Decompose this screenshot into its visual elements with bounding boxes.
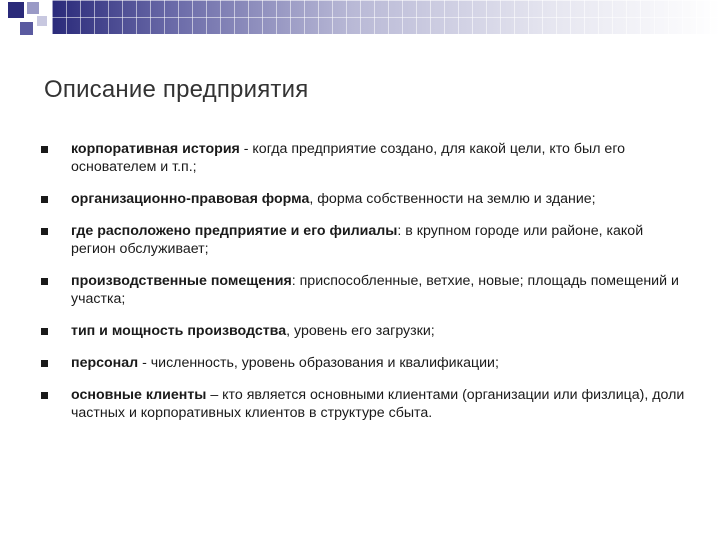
item-description: : приспособленные, ветхие, новые; площадь помещений и участка;	[71, 273, 679, 307]
item-description: , уровень его загрузки;	[286, 323, 435, 339]
item-description: - когда предприятие создано, для какой цели, кто был его основателем и т.п.;	[71, 141, 626, 175]
header-decoration	[0, 0, 720, 50]
list-item	[40, 222, 690, 258]
slide-title: Описание предприятия	[44, 76, 309, 103]
square-bullet-icon	[41, 392, 48, 399]
square-bullet-icon	[41, 228, 48, 235]
list-item	[40, 386, 690, 422]
item-description: - численность, уровень образования и квалификации;	[138, 355, 499, 371]
deco-square-large	[8, 2, 24, 18]
list-item	[40, 190, 690, 208]
item-description: : в крупном городе или районе, какой регион обслуживает;	[71, 223, 644, 257]
item-term: корпоративная история	[71, 141, 240, 157]
deco-square-mid	[20, 22, 33, 35]
list-item	[40, 354, 690, 372]
item-description: , форма собственности на землю и здание;	[309, 191, 596, 207]
item-term: основные клиенты	[71, 387, 207, 403]
item-term: тип и мощность производства	[71, 323, 287, 339]
item-description: – кто является основными клиентами (организации или физлица), доли частных и корпоративных клиентов в структуре сбыта.	[71, 387, 685, 421]
item-term: персонал	[71, 355, 139, 371]
square-bullet-icon	[41, 278, 48, 285]
square-bullet-icon	[41, 360, 48, 367]
item-term: где расположено предприятие и его филиалы	[71, 223, 398, 239]
square-bullet-icon	[41, 196, 48, 203]
item-term: организационно-правовая форма	[71, 191, 310, 207]
deco-square-small	[27, 2, 39, 14]
square-bullet-icon	[41, 328, 48, 335]
bullet-list	[40, 140, 690, 422]
item-term: производственные помещения	[71, 273, 292, 289]
deco-square-light	[37, 16, 47, 26]
list-item	[40, 272, 690, 308]
header-gradient-band	[52, 0, 720, 34]
list-item	[40, 322, 690, 340]
list-item	[40, 140, 690, 176]
square-bullet-icon	[41, 146, 48, 153]
